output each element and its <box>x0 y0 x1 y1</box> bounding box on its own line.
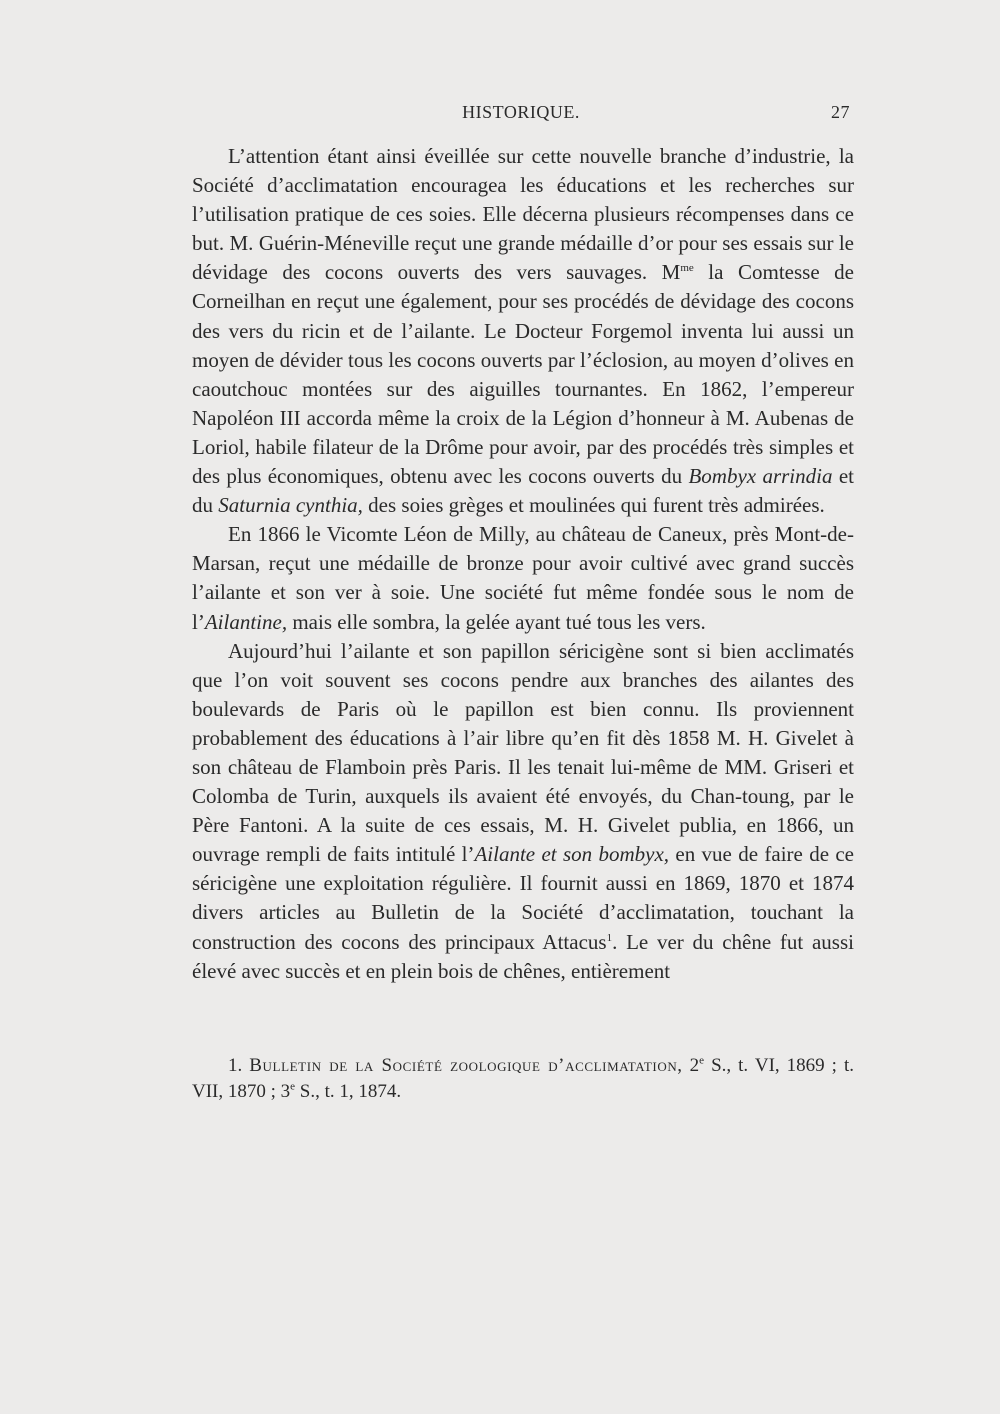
italic-text: Bombyx arrindia <box>688 464 833 489</box>
text-run: mais elle sombra, la gelée ayant tué tous les vers. <box>287 609 706 634</box>
text-run: En 1866 le Vicomte Léon de Milly, au château de Caneux, près Mont-de-Marsan, reçut une médaille de bronze pour avoir cultivé avec grand succès l’ailante et son ver à soie. Une société fut même fondée sous le nom de l’ <box>192 522 854 634</box>
running-title: HISTORIQUE. <box>462 102 580 122</box>
superscript: e <box>290 1080 296 1093</box>
text-run: S., t. 1, 1874. <box>295 1081 402 1102</box>
text-run: . Le ver du chêne fut aussi élevé avec succès et en plein bois de chênes, entièrement <box>192 929 854 983</box>
footnote <box>192 1053 854 1105</box>
small-caps-text: Bulletin de la Société zoologique d’acclimatation, <box>249 1055 683 1076</box>
page-number: 27 <box>831 102 850 122</box>
superscript: e <box>699 1054 705 1067</box>
text-run: S., t. VI, 1869 ; t. VII, 1870 ; 3 <box>192 1055 855 1102</box>
italic-text: Ailantine, <box>204 609 288 634</box>
footnote-text <box>192 1053 854 1105</box>
paragraph <box>192 142 854 520</box>
paragraph <box>192 520 854 636</box>
text-run: 2 <box>682 1055 700 1076</box>
body-text <box>192 142 854 986</box>
text-run: Aujourd’hui l’ailante et son papillon séricigène sont si bien acclimatés que l’on voit souvent ses cocons pendre aux branches des ailantes des boulevards de Paris où le papillon est bien connu. Ils proviennent probablement des éducations à l’air libre qu’en fit dès 1858 M. H. Givelet à son château de Flamboin près Paris. Il les tenait lui-même de MM. Griseri et Colomba de Turin, auxquels ils avaient été envoyés, du Chan-toung, par le Père Fantoni. A la suite de ces essais, M. H. Givelet publia, en 1866, un ouvrage rempli de faits intitulé l’ <box>192 638 854 867</box>
running-header <box>192 102 850 128</box>
text-run: en vue de faire de ce séricigène une exploitation régulière. Il fournit aussi en 1869, 1870 et 1874 divers articles au Bulletin de la Société d’acclimatation, touchant la construction des cocons des principaux Attacus <box>192 842 854 954</box>
superscript: 1 <box>606 931 613 944</box>
text-run: des soies grèges et moulinées qui furent très admirées. <box>362 493 825 518</box>
text-run: et du <box>192 464 855 518</box>
italic-text: Ailante et son bombyx, <box>474 842 670 867</box>
superscript: me <box>680 262 694 275</box>
text-run: L’attention étant ainsi éveillée sur cette nouvelle branche d’industrie, la Société d’acclimatation encouragea les éducations et les recherches sur l’utilisation pratique de ces soies. Elle décerna plusieurs récompenses dans ce but. M. Guérin-Méneville reçut une grande médaille d’or pour ses essais sur le dévidage des cocons ouverts des vers sauvages. M <box>192 144 854 285</box>
text-run: 1. <box>228 1055 250 1076</box>
paragraph <box>192 637 854 986</box>
italic-text: Saturnia cynthia, <box>218 493 363 518</box>
text-run: la Comtesse de Corneilhan en reçut une également, pour ses procédés de dévidage des cocons des vers du ricin et de l’ailante. Le Docteur Forgemol inventa lui aussi un moyen de dévider tous les cocons ouverts par l’éclosion, au moyen d’olives en caoutchouc montées sur des aiguilles tournantes. En 1862, l’empereur Napoléon III accorda même la croix de la Légion d’honneur à M. Aubenas de Loriol, habile filateur de la Drôme pour avoir, par des procédés très simples et des plus économiques, obtenu avec les cocons ouverts du <box>192 260 854 489</box>
